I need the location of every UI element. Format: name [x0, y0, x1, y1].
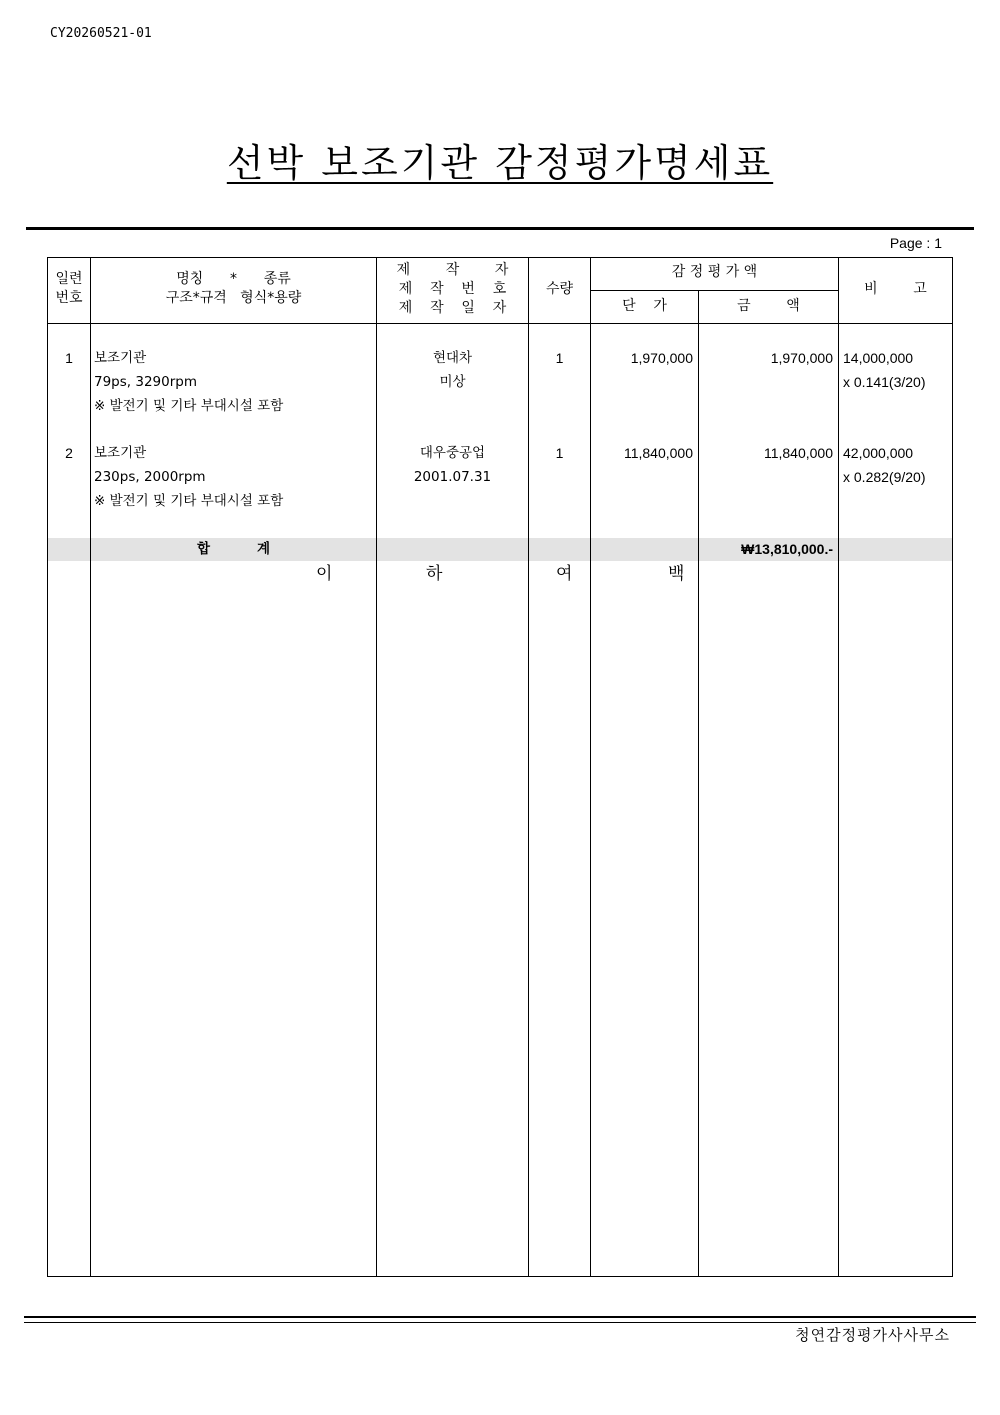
document-code: CY20260521-01 — [50, 26, 152, 41]
row-amount: 1,970,000 — [770, 350, 833, 366]
header-maker: 제 작 자 제 작 번 호 제 작 일 자 — [396, 262, 509, 316]
appraisal-subheader-line — [591, 290, 838, 291]
header-serial: 일련 번호 — [55, 271, 83, 306]
blank-marker-char: 하 — [426, 564, 443, 584]
footer-divider-thin — [24, 1322, 976, 1323]
col-border-4 — [590, 257, 591, 1277]
row-note-line: ※ 발전기 및 기타 부대시설 포함 — [94, 493, 284, 509]
row-remark-base: 14,000,000 — [843, 350, 914, 366]
row-amount: 11,840,000 — [763, 445, 833, 461]
row-remark-factor: x 0.141(3/20) — [843, 374, 926, 390]
col-border-3 — [528, 257, 529, 1277]
row-manufacture-date: 2001.07.31 — [413, 469, 492, 485]
page-title: 선박 보조기관 감정평가명세표 — [226, 141, 774, 185]
table-top-border — [47, 257, 953, 258]
header-amount: 금 액 — [737, 298, 800, 314]
total-amount: ₩13,810,000.- — [741, 541, 833, 557]
row-serial: 2 — [65, 445, 73, 461]
row-serial-number: 미상 — [439, 374, 466, 390]
row-remark-factor: x 0.282(9/20) — [843, 469, 926, 485]
row-unit-price: 11,840,000 — [623, 445, 693, 461]
row-name-line: 보조기관 — [94, 350, 147, 366]
table-bottom-border — [47, 1276, 953, 1277]
header-appraisal: 감 정 평 가 액 — [671, 264, 758, 280]
row-remark-base: 42,000,000 — [843, 445, 914, 461]
row-spec-line: 79ps, 3290rpm — [94, 374, 197, 390]
row-spec-line: 230ps, 2000rpm — [94, 469, 206, 485]
blank-marker-char: 백 — [668, 564, 685, 584]
col-border-2 — [376, 257, 377, 1277]
row-maker: 대우중공업 — [419, 445, 486, 461]
header-remark: 비 고 — [864, 281, 927, 297]
row-maker: 현대차 — [432, 350, 473, 366]
col-border-5 — [698, 290, 699, 1277]
row-note-line: ※ 발전기 및 기타 부대시설 포함 — [94, 398, 284, 414]
row-name-line: 보조기관 — [94, 445, 147, 461]
top-divider — [26, 227, 974, 230]
blank-marker-char: 여 — [556, 564, 573, 584]
header-bottom-border — [47, 323, 953, 324]
office-name: 청연감정평가사사무소 — [795, 1326, 950, 1344]
col-border-0 — [47, 257, 48, 1277]
col-border-6 — [838, 257, 839, 1277]
col-border-7 — [952, 257, 953, 1277]
page-number: Page : 1 — [889, 235, 942, 251]
header-name: 명칭 * 종류 구조*규격 형식*용량 — [165, 271, 302, 306]
row-qty: 1 — [555, 445, 564, 461]
footer-divider — [24, 1316, 976, 1318]
row-qty: 1 — [555, 350, 564, 366]
row-unit-price: 1,970,000 — [630, 350, 693, 366]
blank-marker-char: 이 — [316, 564, 333, 584]
header-qty: 수량 — [545, 281, 574, 297]
total-label: 합 계 — [196, 541, 271, 557]
col-border-1 — [90, 257, 91, 1277]
row-serial: 1 — [65, 350, 73, 366]
header-unit-price: 단 가 — [622, 298, 667, 314]
